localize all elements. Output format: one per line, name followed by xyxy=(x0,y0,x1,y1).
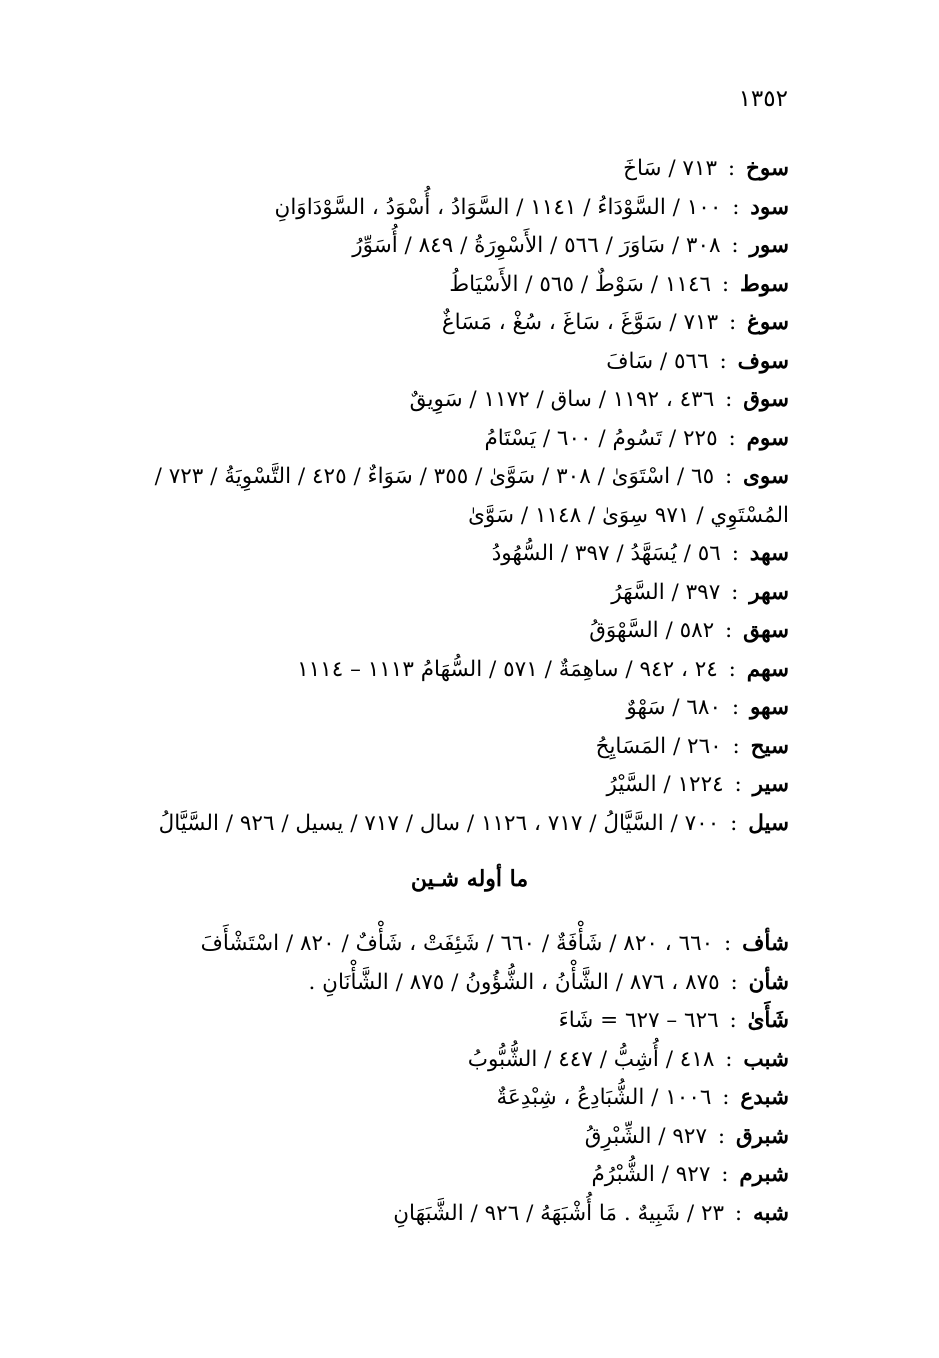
entry-references: ١٢٢٤ / السَّيْرُ xyxy=(606,772,724,797)
entry-references: ٧٠٠ / السَّيَّالُ / ٧١٧ ، ١١٢٦ / سال / ٧١٧ / يسيل / ٩٢٦ / السَّيَّالُ xyxy=(158,810,720,836)
entry-separator: : xyxy=(715,271,736,297)
entry-row xyxy=(89,535,789,574)
entry-references: ٦٥ / اسْتَوَىٰ / ٣٠٨ / سَوَّىٰ / ٣٥٥ / سَوَاءٌ / ٤٢٥ / التَّسْوِيَةُ / ٧٢٣ / xyxy=(154,464,715,489)
entry-headword: سور xyxy=(749,233,789,258)
entry-headword: شَأَىٰ xyxy=(747,1008,789,1033)
entries-section-seen xyxy=(89,150,789,843)
entry-references: ١١٤٦ / سَوْطٌ / ٥٦٥ / الأَسْيَاطُ xyxy=(449,271,712,297)
entry-headword: سوخ xyxy=(746,156,789,181)
entry-separator: : xyxy=(727,772,749,797)
entry-row xyxy=(89,420,789,459)
entry-headword: سهم xyxy=(746,656,789,682)
entry-headword: شأف xyxy=(742,931,789,956)
entry-row xyxy=(89,925,789,964)
entry-separator: : xyxy=(725,194,747,220)
entry-headword: سيح xyxy=(750,733,789,759)
entry-separator: : xyxy=(718,618,740,643)
entry-references: ٥٦٦ / سَافَ xyxy=(606,348,709,374)
entry-separator: : xyxy=(722,1008,744,1033)
entry-row xyxy=(89,343,789,382)
entry-row xyxy=(89,304,789,343)
entry-row xyxy=(89,612,789,651)
entry-separator: : xyxy=(723,969,745,995)
entry-references: ٥٦ / يُسَهَّدُ / ٣٩٧ / السُّهُودُ xyxy=(491,541,721,566)
entry-separator: : xyxy=(718,1046,740,1072)
entry-separator: : xyxy=(721,656,743,682)
entry-headword: سوم xyxy=(746,425,789,451)
entry-row xyxy=(89,766,789,805)
entry-headword: شبدع xyxy=(740,1085,789,1110)
entry-references: ٧١٣ / سَاخَ xyxy=(623,156,718,181)
entry-separator: : xyxy=(721,156,742,181)
entry-references: ٩٢٧ / الشُّبْرُمُ xyxy=(591,1162,711,1187)
entry-separator: : xyxy=(725,733,747,759)
entry-references: ٢٢٥ / تَسُومُ / ٦٠٠ / يَسْتَامُ xyxy=(484,425,718,451)
entries-section-sheen xyxy=(89,925,789,1233)
entry-references: ٦٢٦ – ٦٢٧ = شَاءَ xyxy=(558,1008,719,1033)
entry-headword: شأن xyxy=(748,969,789,995)
entry-headword: سوف xyxy=(737,348,789,374)
entry-references: ٩٢٧ / الشِّبْرِقُ xyxy=(584,1123,708,1149)
entry-row xyxy=(89,805,789,844)
entry-separator: : xyxy=(724,579,746,605)
entry-headword: شبرم xyxy=(739,1162,789,1187)
entry-separator: : xyxy=(712,348,734,374)
entry-separator: : xyxy=(728,1200,749,1226)
entry-separator: : xyxy=(714,1162,736,1187)
entry-separator: : xyxy=(725,695,746,720)
entry-headword: سوق xyxy=(743,387,789,412)
entry-references: ٤١٨ / أُشِبُّ / ٤٤٧ / الشُّبُّوبُ xyxy=(467,1046,715,1072)
entry-separator: : xyxy=(711,1123,732,1149)
entry-separator: : xyxy=(724,541,746,566)
entry-row xyxy=(89,458,789,497)
entry-separator: : xyxy=(715,1085,737,1110)
entry-references: ٣٠٨ / سَاوَرَ / ٥٦٦ / الأَسْوِرَةُ / ٨٤٩ / أُسَوِّرُ xyxy=(352,233,721,258)
entry-row xyxy=(89,728,789,767)
entry-headword: سهر xyxy=(749,579,789,605)
page-number: ١٣٥٢ xyxy=(738,86,788,112)
entry-separator: : xyxy=(717,931,739,956)
entry-row xyxy=(89,1195,789,1234)
entry-row xyxy=(89,189,789,228)
entry-headword: شبرق xyxy=(735,1123,789,1149)
entry-headword: سوى xyxy=(743,464,789,489)
entry-references: ٦٨٠ / سَهْوٌ xyxy=(626,695,722,720)
entry-row xyxy=(89,1079,789,1118)
entry-row xyxy=(89,227,789,266)
entry-references: ٧١٣ / سَوَّغَ ، سَاغَ ، سُغْ ، مَسَاغٌ xyxy=(441,310,719,335)
entry-references: ٢٦٠ / المَسَايِحُ xyxy=(595,733,722,759)
entry-references: ٨٧٥ ، ٨٧٦ / الشَّأْنُ ، الشُّؤُونُ / ٨٧٥ / الشَّأْنَانِ . xyxy=(308,969,720,995)
entry-row xyxy=(89,689,789,728)
entry-headword: سير xyxy=(752,772,789,797)
entry-row xyxy=(89,1156,789,1195)
entry-separator: : xyxy=(724,233,746,258)
entry-separator: : xyxy=(723,810,745,836)
entry-row xyxy=(89,651,789,690)
entry-references: ٢٤ ، ٩٤٢ / ساهِمَةٌ / ٥٧١ / السُّهَامُ ١١١٣ – ١١١٤ xyxy=(297,656,718,682)
entry-separator: : xyxy=(721,425,743,451)
entry-references: ٣٩٧ / السَّهَرُ xyxy=(611,579,721,605)
section-heading: ما أوله شـين xyxy=(410,866,529,892)
entry-separator: : xyxy=(722,310,744,335)
entry-separator: : xyxy=(718,387,740,412)
entry-headword: سهد xyxy=(749,541,789,566)
entry-row xyxy=(89,266,789,305)
entry-row xyxy=(89,964,789,1003)
entry-row xyxy=(89,1118,789,1157)
entry-references: ٤٣٦ ، ١١٩٢ / ساق / ١١٧٢ / سَوِيقٌ xyxy=(409,387,715,412)
entry-row xyxy=(89,1041,789,1080)
entry-row xyxy=(89,150,789,189)
entry-headword: سهو xyxy=(749,695,789,720)
entry-headword: سود xyxy=(750,194,789,220)
entry-references: ٥٨٢ / السَّهْوَقُ xyxy=(589,618,715,643)
entry-headword: سيل xyxy=(748,810,789,836)
entry-headword: شبب xyxy=(743,1046,789,1072)
entry-references: ٢٣ / شَبِيهٌ . مَا أُشْبَهَهُ / ٩٢٦ / الشَّبَهَانِ xyxy=(393,1200,725,1226)
entry-headword: سوط xyxy=(739,271,789,297)
entry-row xyxy=(89,1002,789,1041)
entry-references: ١٠٠ / السَّوْدَاءُ / ١١٤١ / السَّوَادُ ، أُسْوَدُ ، السَّوْدَاوَانِ xyxy=(274,194,722,220)
entry-row xyxy=(89,381,789,420)
entry-row xyxy=(89,574,789,613)
entry-references: المُسْتَوِي / ٩٧١ سِوَىٰ / ١١٤٨ / سَوَّىٰ xyxy=(468,502,789,528)
entry-headword: سوغ xyxy=(747,310,789,335)
entry-headword: سهق xyxy=(743,618,789,643)
entry-row xyxy=(89,497,789,536)
entry-headword: شبه xyxy=(752,1200,789,1226)
entry-references: ١٠٠٦ / الشُّبَادِعُ ، شِبْدِعَةٌ xyxy=(496,1085,712,1110)
entry-separator: : xyxy=(718,464,740,489)
entry-references: ٦٦٠ ، ٨٢٠ / شَأْفَةٌ / ٦٦٠ / شَئِفَتْ ، شَأْفٌ / ٨٢٠ / اسْتَشْأَفَ xyxy=(200,931,714,956)
